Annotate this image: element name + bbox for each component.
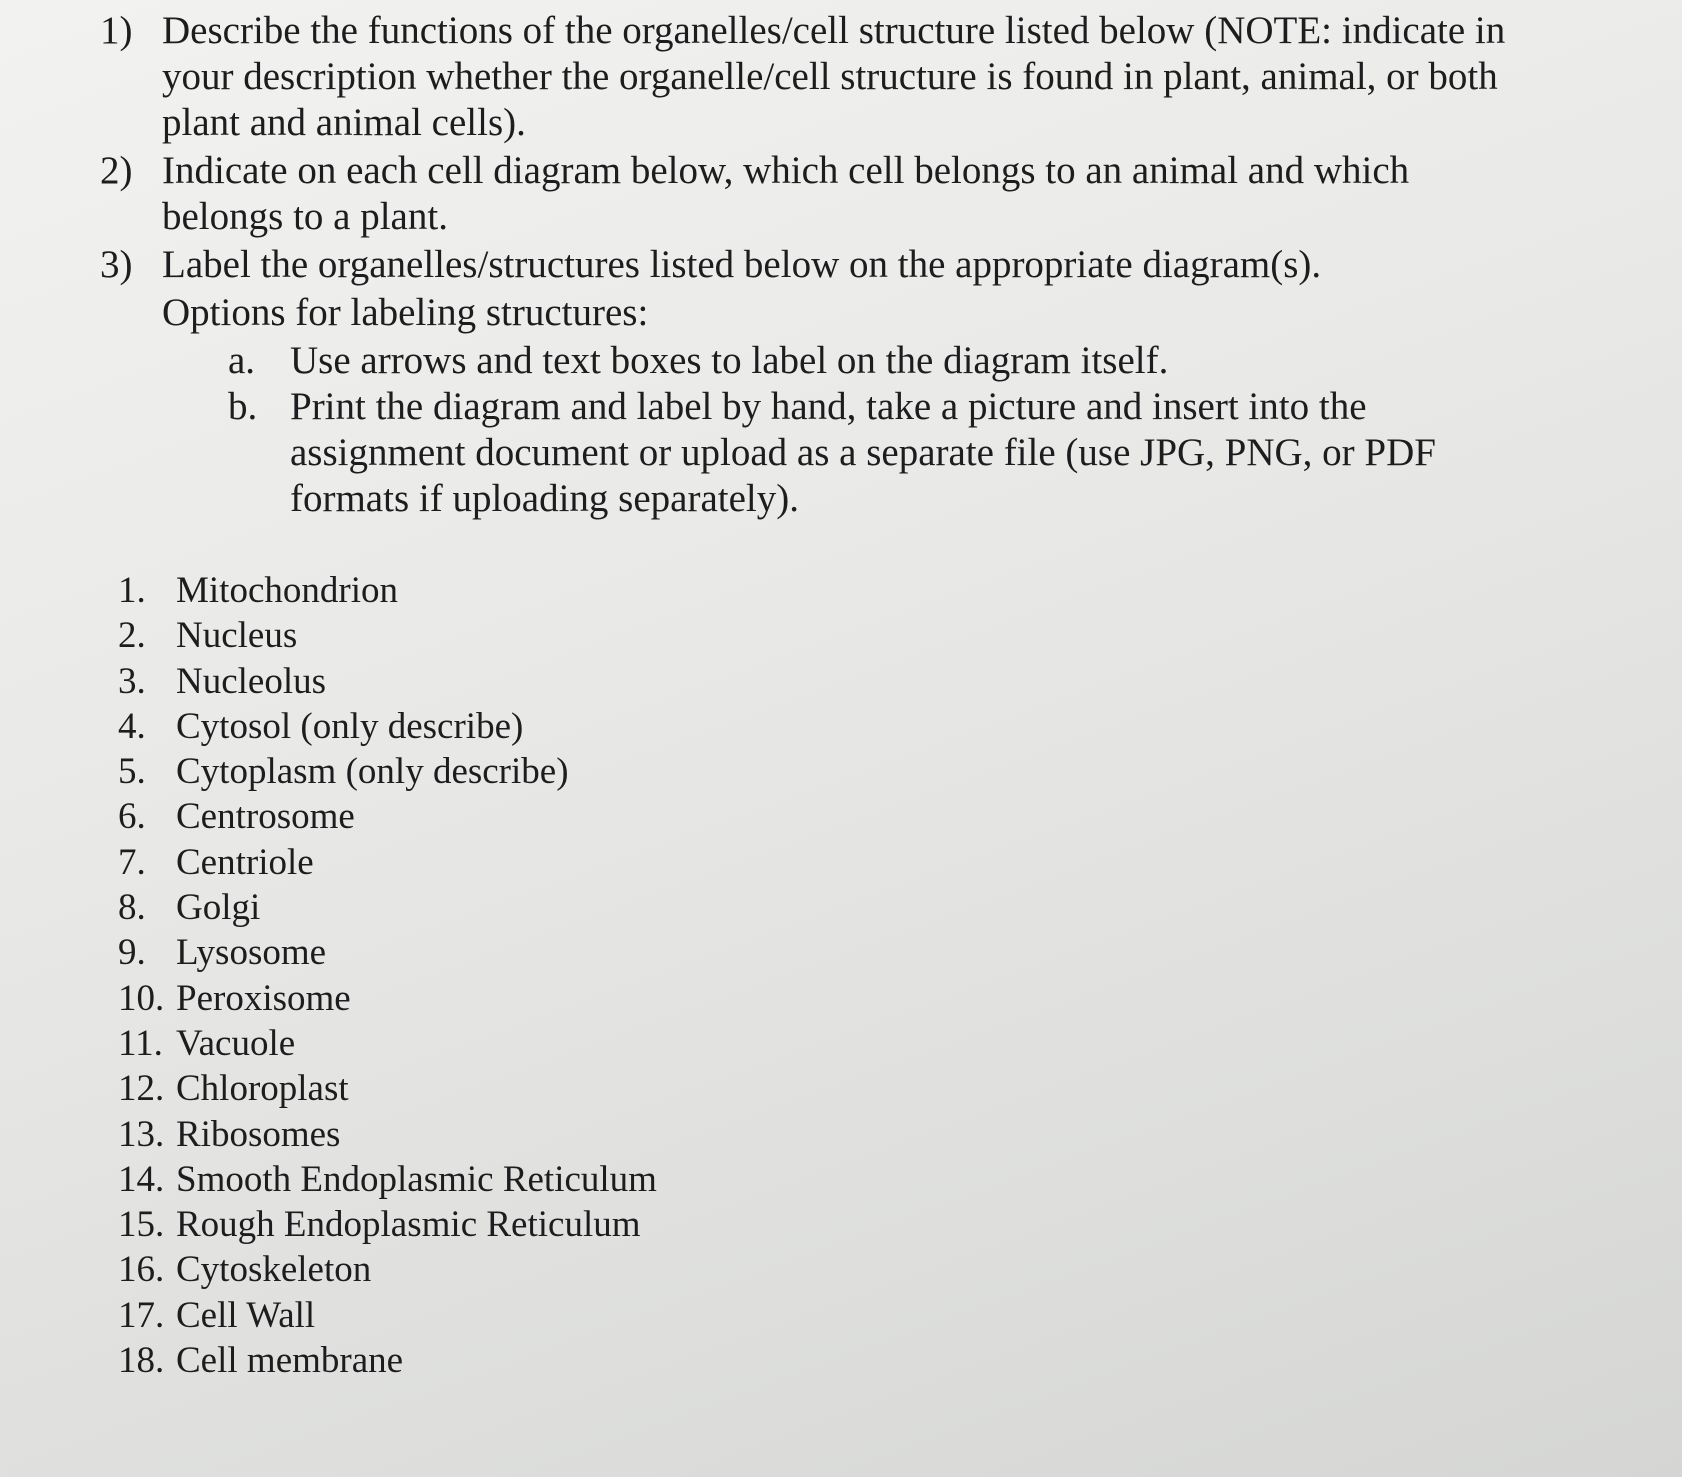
instruction-item-2: [100, 148, 1520, 240]
item-number: 6.: [118, 796, 146, 838]
instruction-number: 3): [100, 243, 133, 286]
item-name: Centrosome: [176, 796, 355, 838]
item-name: Nucleus: [176, 615, 298, 657]
item-number: 11.: [118, 1022, 163, 1064]
list-item: [118, 1066, 657, 1111]
item-name: Mitochondrion: [176, 570, 398, 611]
item-number: 18.: [118, 1340, 165, 1382]
list-item: [118, 568, 657, 613]
item-number: 10.: [118, 977, 165, 1019]
list-item: [118, 1293, 657, 1338]
item-name: Peroxisome: [176, 977, 351, 1019]
labeling-options-intro: Options for labeling structures:: [162, 291, 649, 334]
option-text: Use arrows and text boxes to label on the diagram itself.: [290, 339, 1169, 382]
labeling-options-list: [162, 338, 1520, 522]
list-item: [118, 704, 657, 749]
item-number: 15.: [118, 1204, 165, 1246]
item-name: Cytosol (only describe): [176, 705, 524, 747]
instruction-text: Indicate on each cell diagram below, which cell belongs to an animal and which belongs to a plant.: [162, 149, 1410, 238]
item-number: 9.: [118, 932, 146, 974]
option-letter: a.: [228, 339, 256, 382]
list-item: [118, 1112, 657, 1157]
item-name: Cytoplasm (only describe): [176, 751, 569, 793]
item-name: Cell Wall: [176, 1294, 316, 1336]
instruction-text: Label the organelles/structures listed below on the appropriate diagram(s).: [162, 243, 1322, 286]
item-name: Lysosome: [176, 932, 327, 974]
item-number: 14.: [118, 1158, 165, 1200]
list-item: [118, 885, 657, 930]
instruction-number: 2): [100, 149, 133, 192]
list-item: [118, 840, 657, 885]
item-name: Cell membrane: [176, 1340, 404, 1382]
list-item: [118, 1338, 657, 1383]
labeling-option-a: [162, 338, 1520, 384]
instruction-text: Describe the functions of the organelles/cell structure listed below (NOTE: indicate in your description whether the organelle/cell structure is found in plant, animal, or both plant and animal cells).: [162, 9, 1506, 144]
list-item: [118, 1247, 657, 1292]
item-number: 4.: [118, 705, 146, 747]
list-item: [118, 1202, 657, 1247]
item-name: Centriole: [176, 841, 314, 883]
item-number: 12.: [118, 1068, 165, 1110]
item-number: 2.: [118, 615, 146, 657]
item-name: Rough Endoplasmic Reticulum: [176, 1204, 641, 1246]
item-name: Cytoskeleton: [176, 1249, 372, 1291]
item-number: 13.: [118, 1113, 165, 1155]
list-item: [118, 1021, 657, 1066]
item-number: 16.: [118, 1249, 165, 1291]
item-number: 17.: [118, 1294, 165, 1336]
list-item: [118, 930, 657, 975]
item-name: Nucleolus: [176, 660, 327, 702]
item-number: 3.: [118, 660, 146, 702]
list-item: [118, 1157, 657, 1202]
list-item: [118, 749, 657, 794]
item-number: 1.: [118, 570, 146, 611]
item-number: 8.: [118, 887, 146, 929]
option-letter: b.: [228, 385, 258, 428]
list-item: [118, 794, 657, 839]
item-name: Golgi: [176, 887, 261, 929]
instruction-item-1: [100, 8, 1520, 146]
item-name: Smooth Endoplasmic Reticulum: [176, 1158, 657, 1200]
list-item: [118, 976, 657, 1021]
item-number: 5.: [118, 751, 146, 793]
instruction-number: 1): [100, 9, 133, 52]
option-text: Print the diagram and label by hand, take a picture and insert into the assignment document or upload as a separate file (use JPG, PNG, or PDF formats if uploading separately).: [290, 385, 1436, 520]
list-item: [118, 613, 657, 658]
organelle-list: [118, 568, 657, 1383]
instructions-list: [100, 8, 1520, 524]
item-number: 7.: [118, 841, 146, 883]
item-name: Chloroplast: [176, 1068, 349, 1110]
instruction-item-3: [100, 242, 1520, 522]
list-item: [118, 659, 657, 704]
item-name: Ribosomes: [176, 1113, 341, 1155]
labeling-option-b: [162, 384, 1520, 522]
item-name: Vacuole: [176, 1022, 296, 1064]
